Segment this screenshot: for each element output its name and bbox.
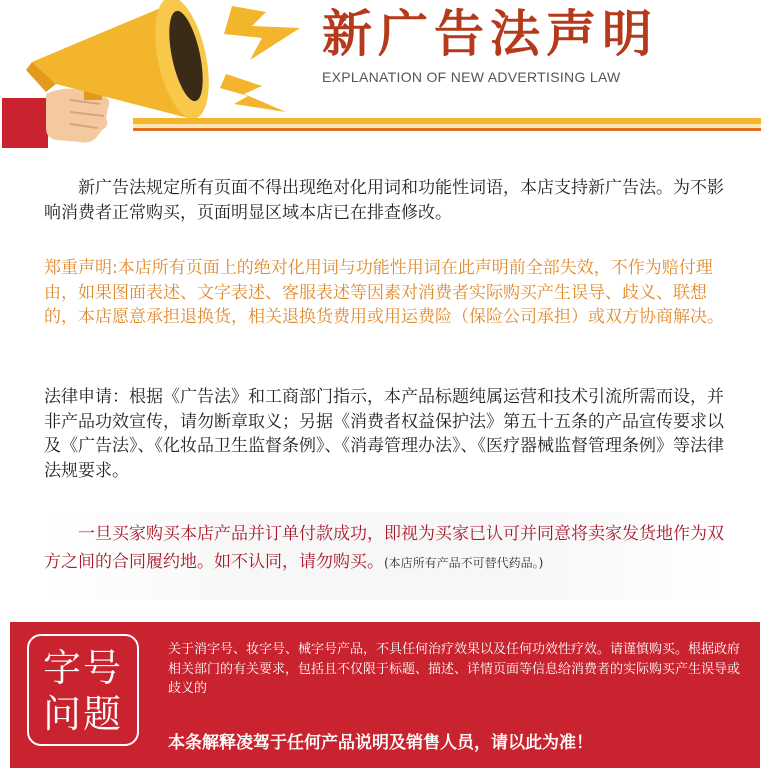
agreement-note: (本店所有产品不可替代药品。) bbox=[384, 556, 544, 570]
page-subtitle: EXPLANATION OF NEW ADVERTISING LAW bbox=[322, 69, 621, 85]
page-title: 新广告法声明 bbox=[322, 5, 658, 63]
header bbox=[0, 0, 768, 150]
legal-paragraph: 法律申请：根据《广告法》和工商部门指示，本产品标题纯属运营和技术引流所需而设，并非产品功效宣传，请勿断章取义；另据《消费者权益保护法》第五十五条的产品宣传要求以及《广告法》、《化妆品卫生监督条例》、《消毒管理办法》、《医疗器械监督管理条例》等法律法规要求。 bbox=[44, 387, 724, 481]
notice-box-label: 字号问题 bbox=[27, 634, 139, 746]
notice-box bbox=[10, 622, 760, 768]
intro-paragraph: 新广告法规定所有页面不得出现绝对化用词和功能性词语，本店支持新广告法。为不影响消费者正常购买，页面明显区域本店已在排查修改。 bbox=[44, 178, 724, 223]
agreement-paragraph bbox=[44, 520, 730, 576]
notice-paragraph: 郑重声明:本店所有页面上的绝对化用词与功能性用词在此声明前全部失效，不作为赔付理由，如果图面表述、文字表述、客服表述等因素对消费者实际购买产生误导、歧义、联想的，本店愿意承担退换货，相关退换货费用或用运费险（保险公司承担）或双方协商解决。 bbox=[44, 258, 724, 327]
notice-box-text: 关于消字号、妆字号、械字号产品，不具任何治疗效果以及任何功效性疗效。请谨慎购买。根据政府相关部门的有关要求，包括且不仅限于标题、描述、详情页面等信息给消费者的实际购买产生误导或歧义的 bbox=[168, 642, 741, 696]
lightning-icon bbox=[220, 6, 300, 112]
header-stripe bbox=[133, 128, 761, 131]
agreement-text: 一旦买家购买本店产品并订单付款成功，即视为买家已认可并同意将卖家发货地作为双方之间的合同履约地。如不认同，请勿购买。 bbox=[44, 524, 724, 572]
notice-box-final: 本条解释凌驾于任何产品说明及销售人员，请以此为准！ bbox=[168, 733, 593, 753]
